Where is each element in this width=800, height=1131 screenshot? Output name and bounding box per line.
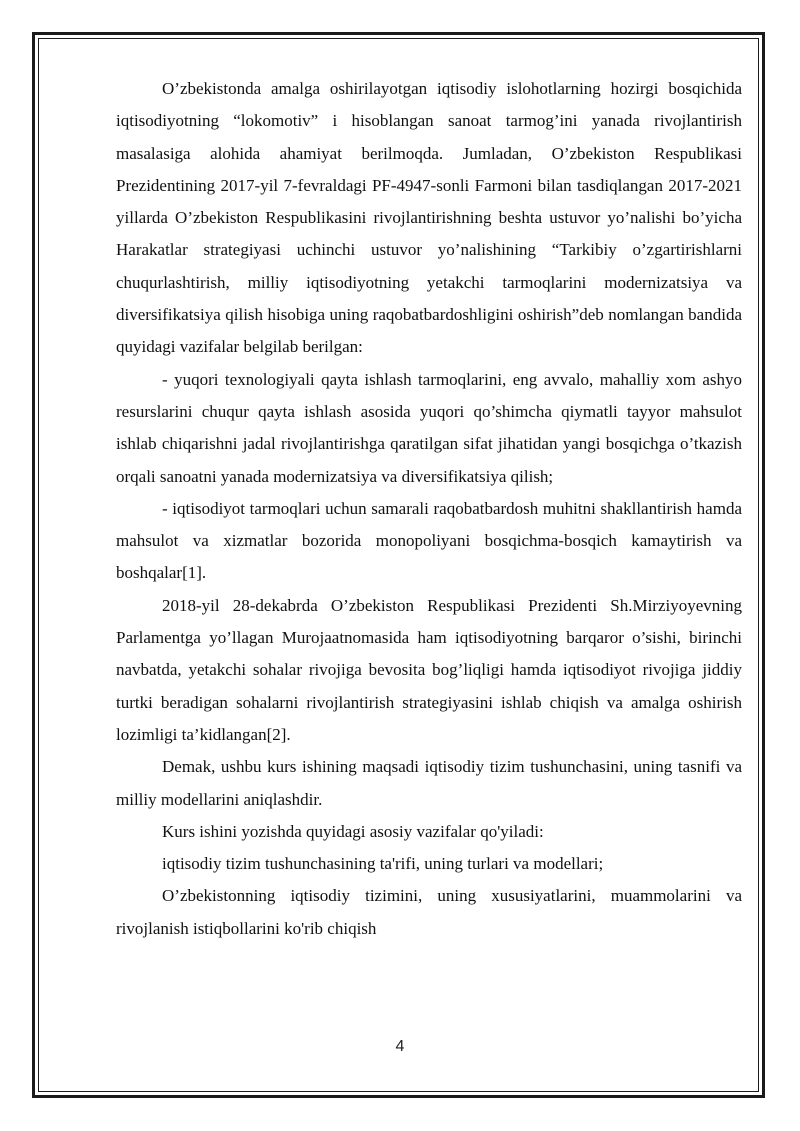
document-body [116, 73, 742, 945]
paragraph-tasks-heading: Kurs ishini yozishda quyidagi asosiy vazifalar qo'yiladi: [162, 821, 544, 841]
paragraph-goal: Demak, ushbu kurs ishining maqsadi iqtisodiy tizim tushunchasini, uning tasnifi va milliy modellarini aniqlashdir. [116, 757, 742, 809]
paragraph-intro: O’zbekistonda amalga oshirilayotgan iqtisodiy islohotlarning hozirgi bosqichida iqtisodiyotning “lokomotiv” i hisoblangan sanoat tarmog’ini yanada rivojlantirish masalasiga alohida ahamiyat berilmoqda. Jumladan, O’zbekiston Respublikasi Prezidentining 2017-yil 7-fevraldagi PF-4947-sonli Farmoni bilan tasdiqlangan 2017-2021 yillarda O’zbekiston Respublikasini rivojlantirishning beshta ustuvor yo’nalishi bo’yicha Harakatlar strategiyasi uchinchi ustuvor yo’nalishining “Tarkibiy o’zgartirishlarni chuqurlashtirish, milliy iqtisodiyotning yetakchi tarmoqlarini modernizatsiya va diversifikatsiya qilish hisobiga uning raqobatbardoshligini oshirish”deb nomlangan bandida quyidagi vazifalar belgilab berilgan: [116, 79, 742, 357]
paragraph-bullet-2: - iqtisodiyot tarmoqlari uchun samarali raqobatbardosh muhitni shakllantirish hamda mahsulot va xizmatlar bozorida monopoliyani bosqichma-bosqich kamaytirish va boshqalar[1]. [116, 498, 742, 583]
paragraph-task-2: O’zbekistonning iqtisodiy tizimini, uning xususiyatlarini, muammolarini va rivojlanish istiqbollarini ko'rib chiqish [116, 886, 742, 938]
paragraph-address: 2018-yil 28-dekabrda O’zbekiston Respublikasi Prezidenti Sh.Mirziyoyevning Parlamentga yo’llagan Murojaatnomasida ham iqtisodiyotning barqaror o’sishi, birinchi navbatda, yetakchi sohalar rivojiga bevosita bog’liqligi hamda iqtisodiyot rivojiga jiddiy turtki beradigan sohalarni rivojlantirish strategiyasini ishlab chiqish va amalga oshirish lozimligi ta’kidlangan[2]. [116, 595, 742, 744]
paragraph-bullet-1: - yuqori texnologiyali qayta ishlash tarmoqlarini, eng avvalo, mahalliy xom ashyo resurslarini chuqur qayta ishlash asosida yuqori qo’shimcha qiymatli tayyor mahsulot ishlab chiqarishni jadal rivojlantirishga qaratilgan sifat jihatidan yangi bosqichga o’tkazish orqali sanoatni yanada modernizatsiya va diversifikatsiya qilish; [116, 369, 742, 486]
page-number: 4 [395, 1038, 405, 1055]
paragraph-task-1: iqtisodiy tizim tushunchasining ta'rifi, uning turlari va modellari; [162, 854, 604, 874]
